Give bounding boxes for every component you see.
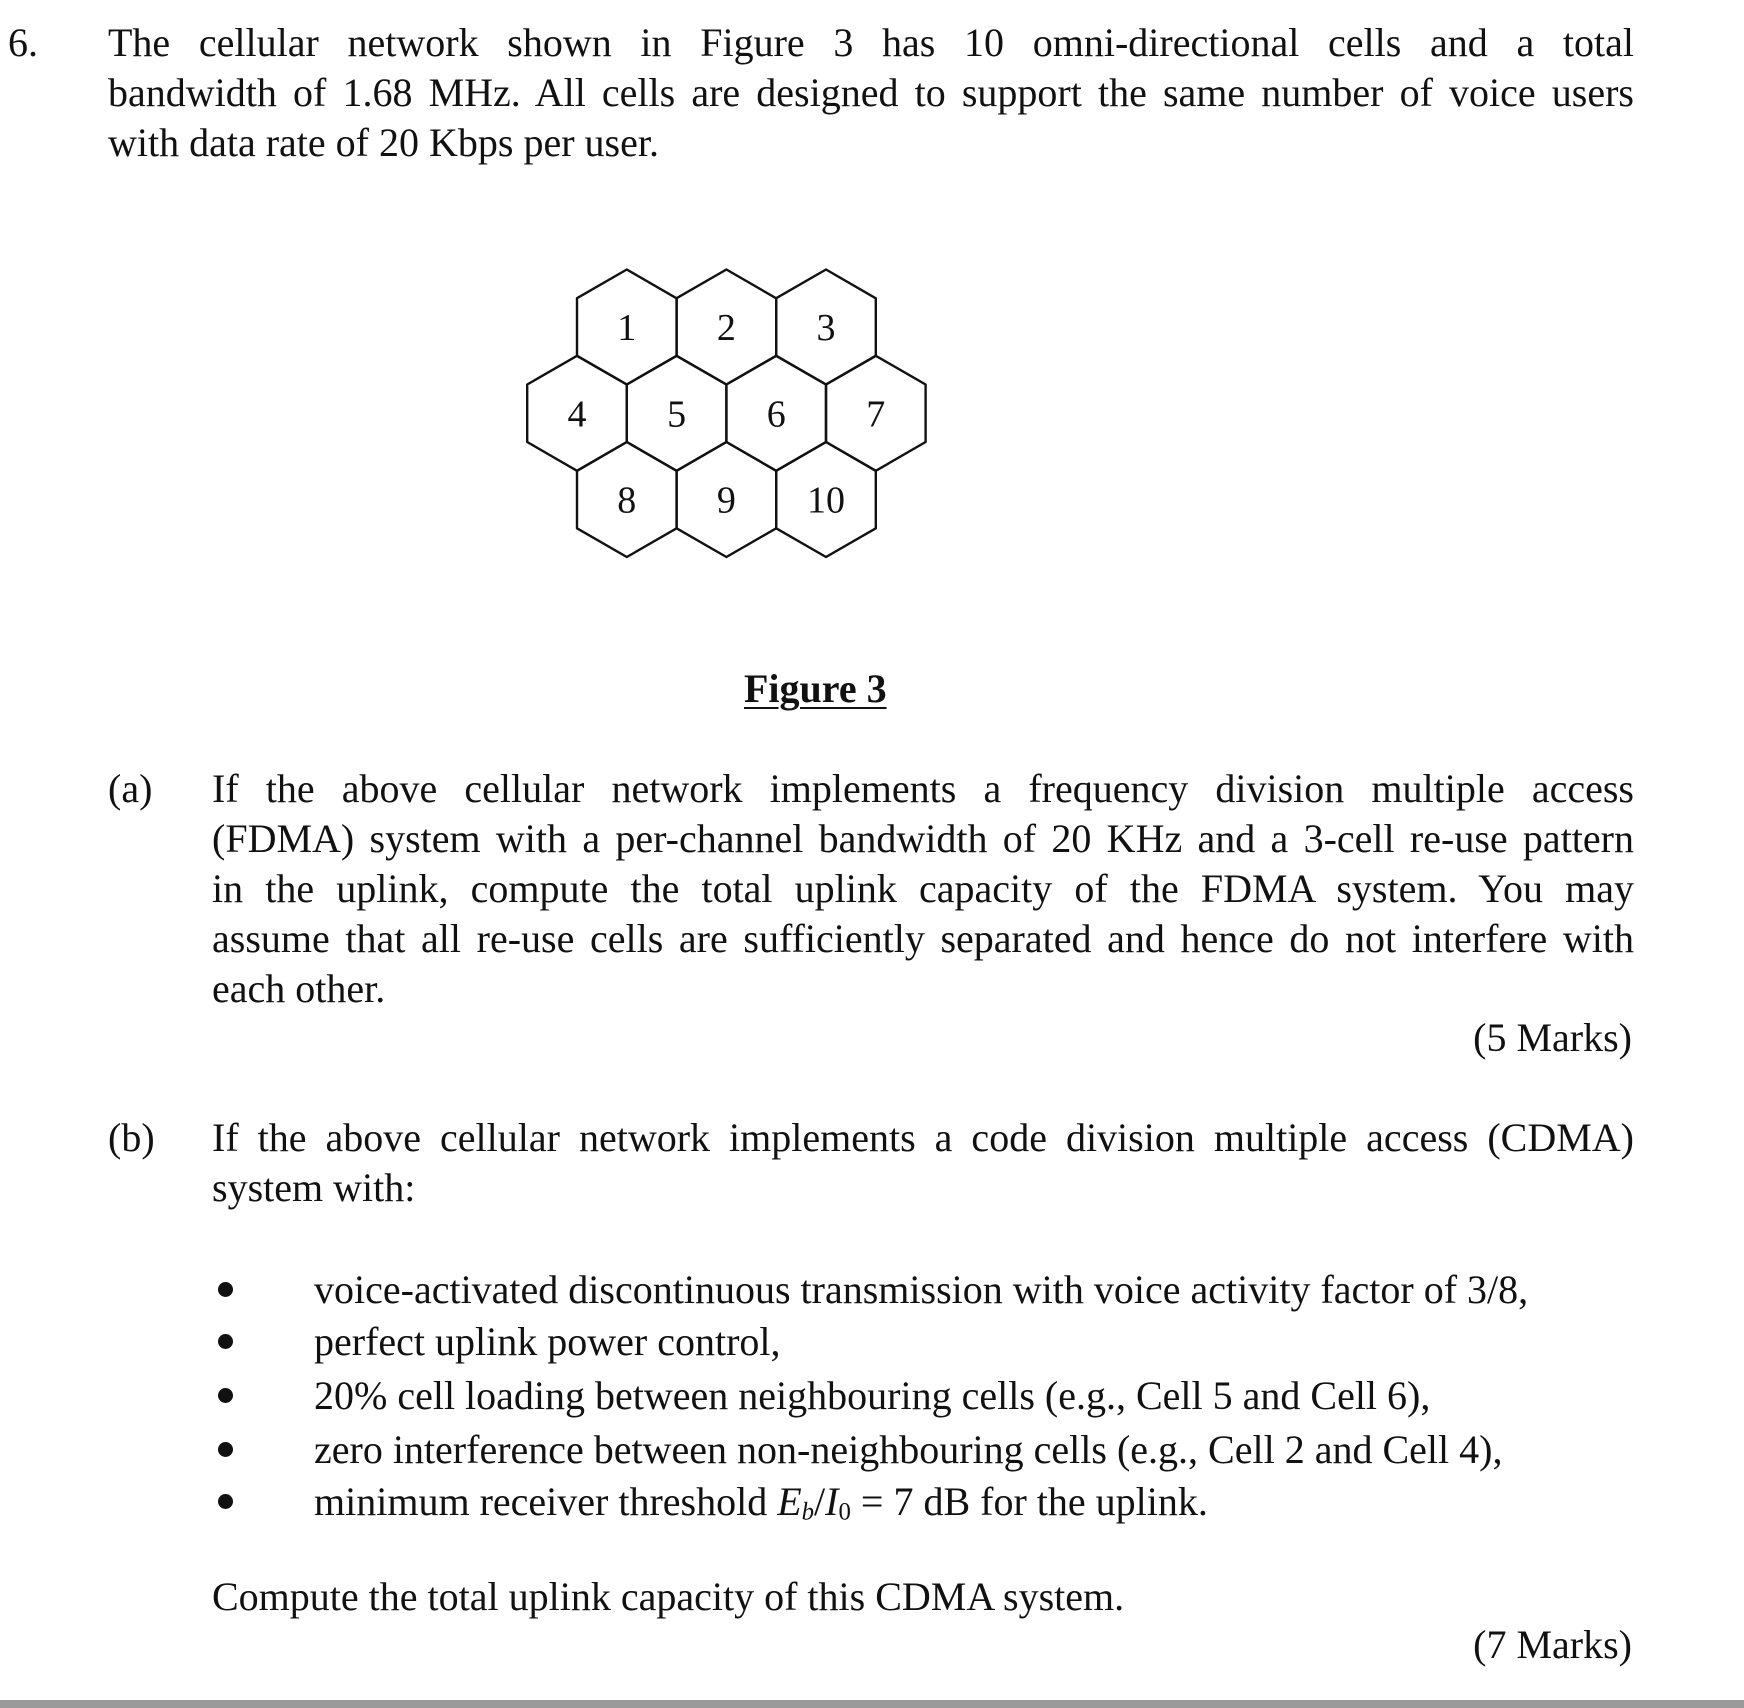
part-b-text	[212, 1113, 1634, 1213]
part-b-label: (b)	[108, 1115, 155, 1160]
cell-label: 2	[716, 307, 736, 349]
threshold-prefix: minimum receiver threshold	[314, 1479, 778, 1524]
bullet-icon	[218, 1282, 233, 1297]
part-a-line: assume that all re-use cells are sufficiently separated and hence do not interfere with	[212, 916, 1634, 961]
hex-grid	[520, 255, 1020, 595]
part-a-marks: (5 Marks)	[1473, 1015, 1632, 1060]
part-a-line: (FDMA) system with a per-channel bandwidth of 20 KHz and a 3-cell re-use pattern	[212, 816, 1634, 861]
part-b-line: If the above cellular network implements a code division multiple access (CDMA)	[212, 1115, 1634, 1160]
bullet-icon	[218, 1388, 233, 1403]
part-a-text	[212, 764, 1634, 1014]
list-item-text: 20% cell loading between neighbouring cells (e.g., Cell 5 and Cell 6),	[314, 1373, 1431, 1418]
intro-line: with data rate of 20 Kbps per user.	[108, 120, 659, 165]
eb-symbol: Eb	[777, 1479, 815, 1526]
list-item-text: voice-activated discontinuous transmission with voice activity factor of 3/8,	[314, 1267, 1529, 1312]
part-b-line: system with:	[212, 1165, 416, 1210]
cell-label: 5	[667, 393, 687, 436]
cell-label: 10	[807, 479, 845, 522]
list-item-text: perfect uplink power control,	[314, 1319, 781, 1364]
i0-symbol: I0	[825, 1479, 851, 1526]
part-a-line: in the uplink, compute the total uplink capacity of the FDMA system. You may	[212, 866, 1634, 911]
bullet-icon	[218, 1334, 233, 1349]
page-edge-bar	[0, 1700, 1744, 1708]
bullet-icon	[218, 1494, 233, 1509]
part-a-line: If the above cellular network implements a frequency division multiple access	[212, 766, 1634, 811]
cell-label: 9	[716, 479, 736, 522]
cell-layout-figure	[520, 255, 1020, 595]
intro-line: The cellular network shown in Figure 3 has 10 omni-directional cells and a total	[108, 20, 1634, 65]
cell-label: 7	[866, 393, 886, 436]
figure-caption: Figure 3	[744, 666, 887, 711]
list-item-text	[314, 1477, 1208, 1537]
part-b-closing: Compute the total uplink capacity of this CDMA system.	[212, 1574, 1125, 1619]
question-number: 6.	[8, 20, 38, 65]
cell-label: 6	[766, 393, 786, 436]
cell-label: 4	[567, 393, 587, 436]
list-item-text: zero interference between non-neighbouring cells (e.g., Cell 2 and Cell 4),	[314, 1427, 1503, 1472]
question-intro	[108, 18, 1634, 168]
bullet-icon	[218, 1442, 233, 1457]
cell-label: 3	[816, 307, 836, 349]
conditions-list	[210, 1265, 1640, 1535]
cell-label: 8	[617, 479, 637, 522]
intro-line: bandwidth of 1.68 MHz. All cells are designed to support the same number of voice users	[108, 70, 1634, 115]
part-a-line: each other.	[212, 966, 386, 1011]
threshold-suffix: = 7 dB for the uplink.	[850, 1479, 1208, 1524]
cell-label: 1	[617, 307, 637, 349]
part-a-label: (a)	[108, 766, 153, 811]
ratio-slash: /	[814, 1479, 826, 1524]
part-b-marks: (7 Marks)	[1473, 1622, 1632, 1667]
